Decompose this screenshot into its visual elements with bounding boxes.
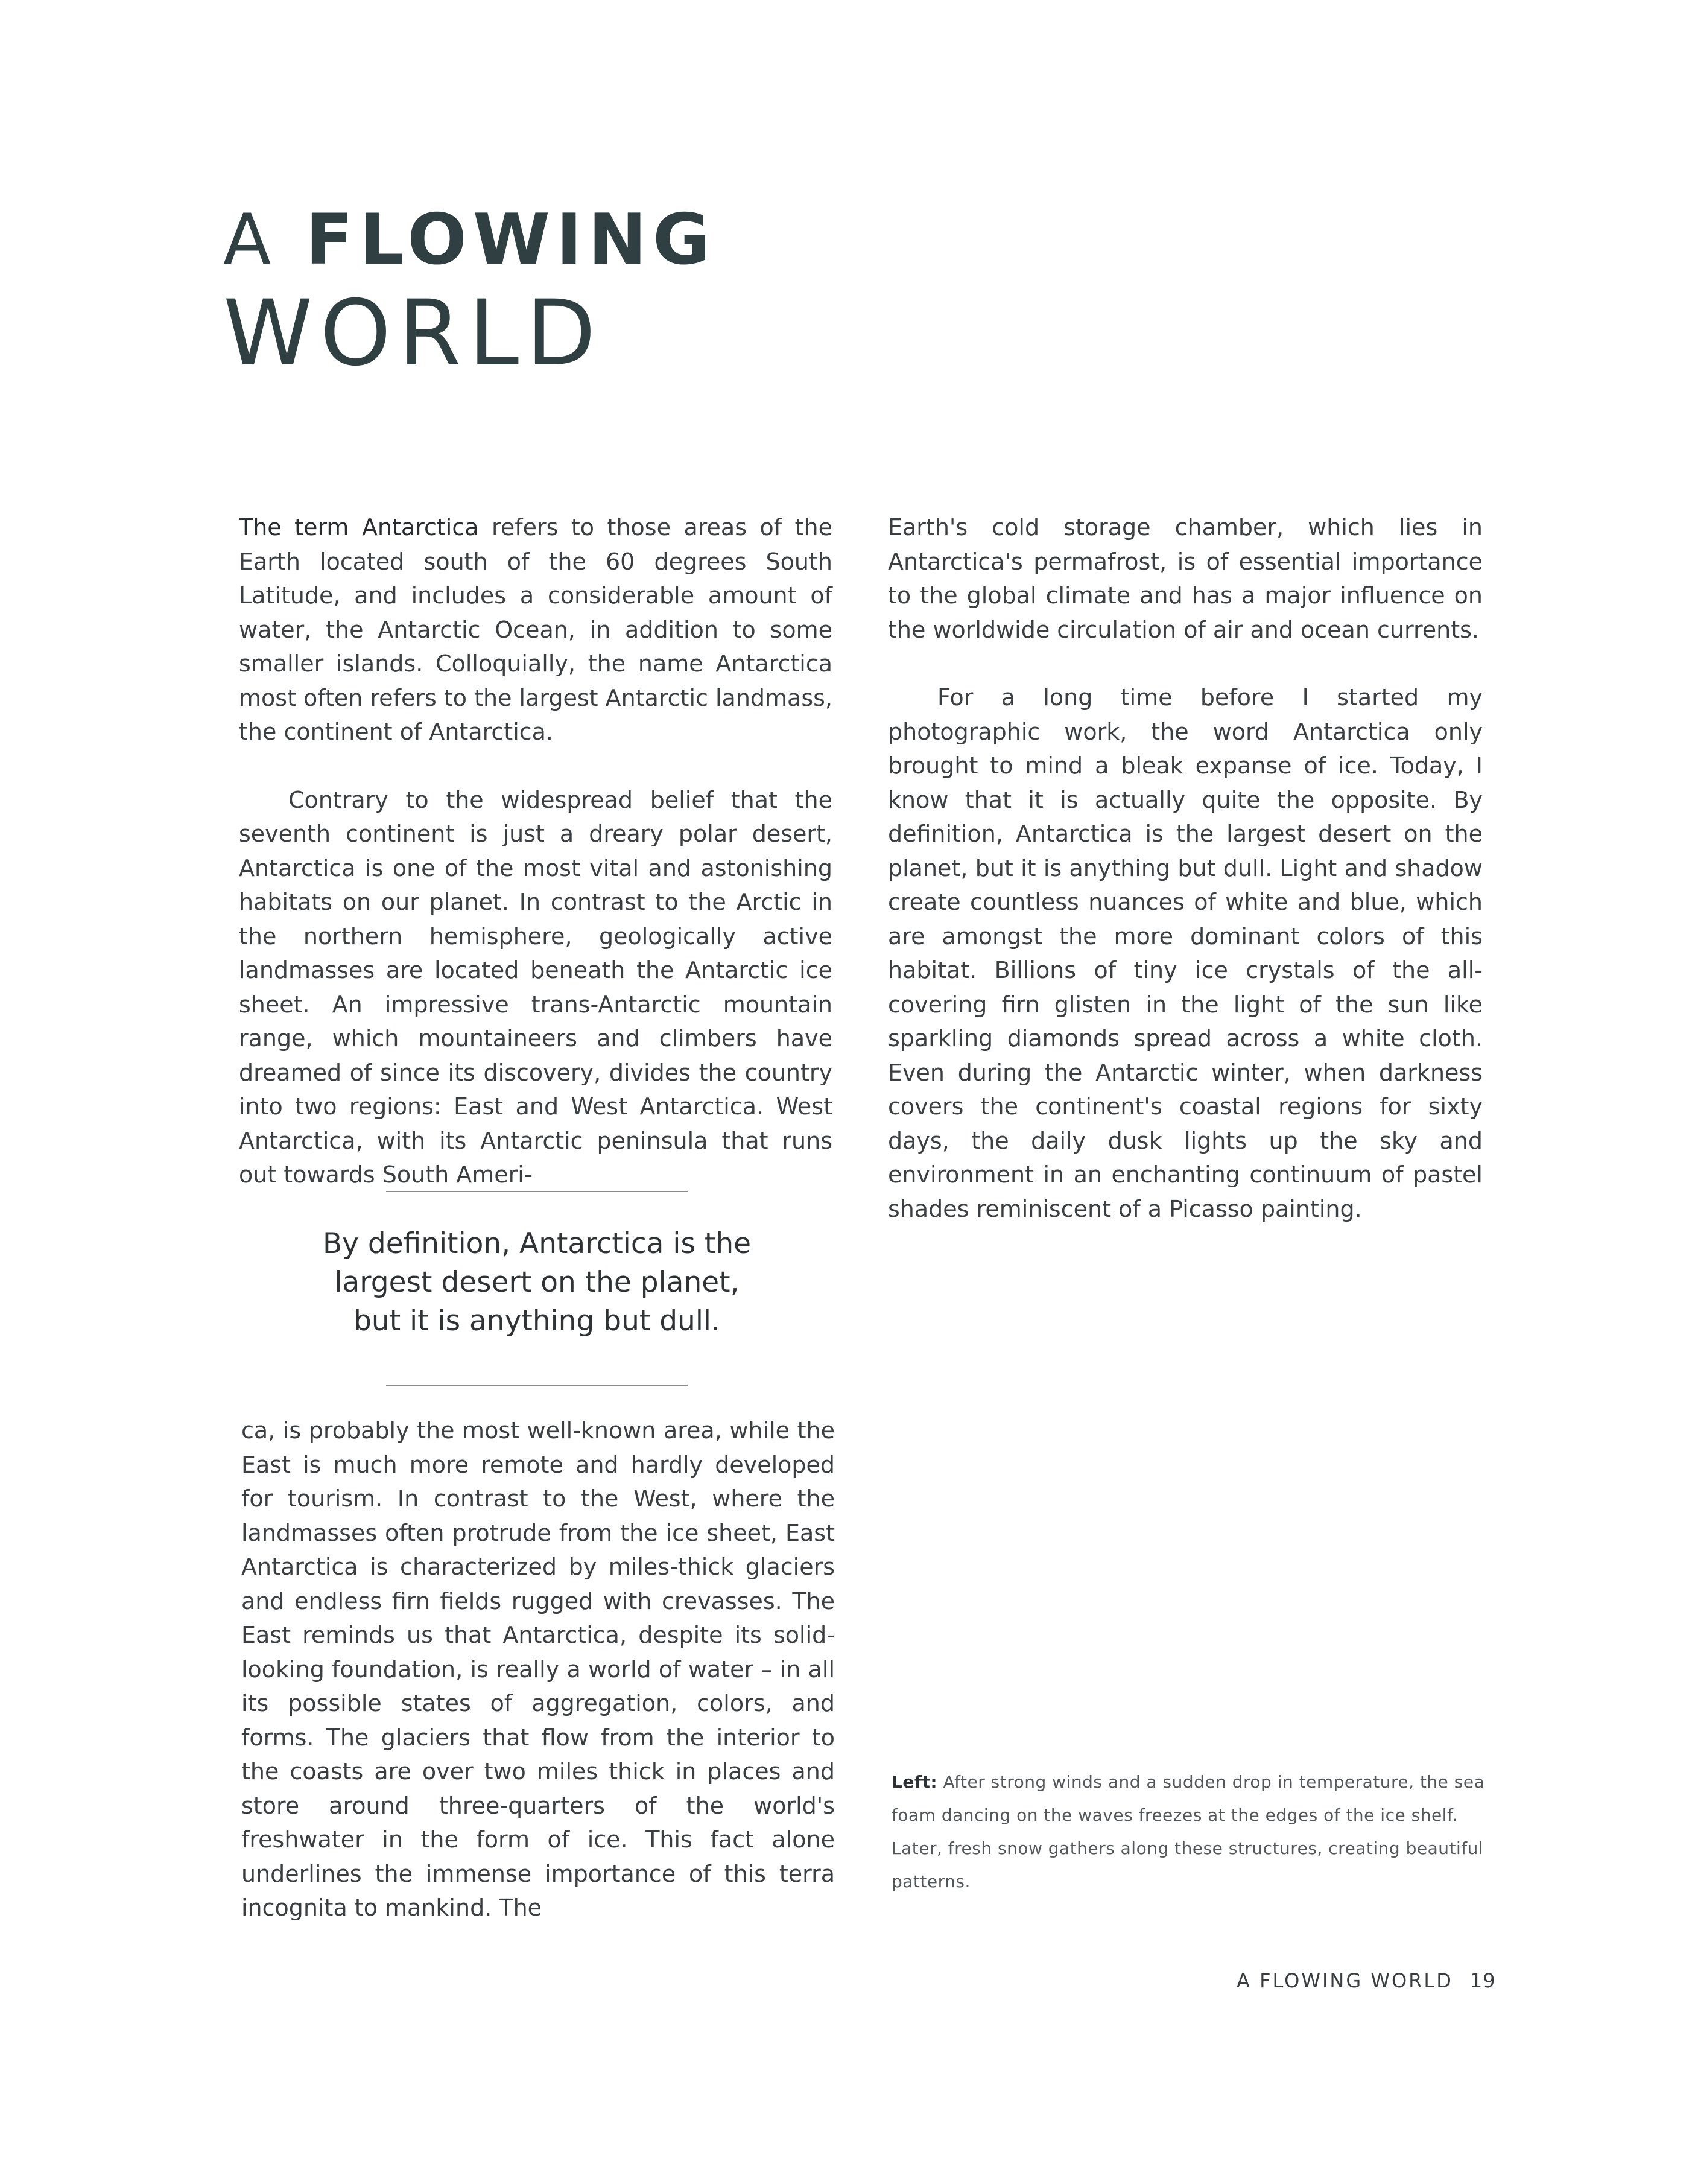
- pull-quote-line-3: but it is anything but dull.: [353, 1304, 720, 1338]
- left-column-top: [239, 510, 832, 1192]
- title-word-world: WORLD: [223, 281, 603, 386]
- right-column: [888, 510, 1483, 1226]
- paragraph-cold-storage: Earth's cold storage chamber, which lies in Antarctica's permafrost, is of essential importance to the global climate and has a major influence on the worldwide circulation of air and ocean currents.: [888, 514, 1483, 643]
- pull-quote-line-2: largest desert on the planet,: [334, 1266, 740, 1299]
- pullquote-rule-bottom: [386, 1385, 688, 1386]
- paragraph-intro: [239, 510, 832, 749]
- title-line-1: [223, 199, 717, 281]
- page-footer: [1237, 1969, 1496, 1992]
- title-word-a: A: [223, 199, 277, 281]
- title-word-flowing: FLOWING: [305, 199, 717, 281]
- caption-text: After strong winds and a sudden drop in temperature, the sea foam dancing on the waves freezes at the edges of the ice shelf. Later, fresh snow gathers along these structures, creating beautiful patterns.: [892, 1772, 1485, 1891]
- pull-quote-line-1: By definition, Antarctica is the: [322, 1227, 752, 1260]
- paragraph-lead-in: The term Antarctica: [239, 514, 479, 541]
- paragraph-intro-text: refers to those areas of the Earth located south of the 60 degrees South Latitude, and includes a considerable amount of water, the Antarctic Ocean, in addition to some smaller islands. Colloquially, the name Antarctica most often refers to the largest Antarctic landmass, the continent of Antarctica.: [239, 514, 833, 745]
- photo-caption: [892, 1765, 1495, 1898]
- paragraph-continued: ca, is probably the most well-known area, while the East is much more remote and hardly developed for tourism. In contrast to the West, where the landmasses often protrude from the ice sheet, East Antarctica is characterized by miles-thick glaciers and endless firn fields rugged with crevasses. The East reminds us that Antarctica, despite its solid-looking foundation, is really a world of water – in all its possible states of aggregation, colors, and forms. The glaciers that flow from the interior to the coasts are over two miles thick in places and store around three-quarters of the world's freshwater in the form of ice. This fact alone underlines the immense importance of this terra incognita to mankind. The: [241, 1417, 835, 1921]
- left-column-bottom: [241, 1414, 835, 1925]
- pullquote-rule-top: [386, 1191, 688, 1192]
- paragraph-photographic-work: For a long time before I started my photographic work, the word Antarctica only brought to mind a bleak expanse of ice. Today, I know that it is actually quite the opposite. By definition, Antarctica is the largest desert on the planet, but it is anything but dull. Light and shadow create countless nuances of white and blue, which are amongst the more dominant colors of this habitat. Billions of tiny ice crystals of the all-covering firn glisten in the light of the sun like sparkling diamonds spread across a white cloth. Even during the Antarctic winter, when darkness covers the continent's coastal regions for sixty days, the daily dusk lights up the sky and environment in an enchanting continuum of pastel shades reminiscent of a Picasso painting.: [888, 684, 1483, 1222]
- page-title: [223, 199, 717, 386]
- pull-quote: [284, 1225, 790, 1341]
- paragraph-contrary: Contrary to the widespread belief that the seventh continent is just a dreary polar desert, Antarctica is one of the most vital and astonishing habitats on our planet. In contrast to the Arctic in the northern hemisphere, geologically active landmasses are located beneath the Antarctic ice sheet. An impressive trans-Antarctic mountain range, which mountaineers and climbers have dreamed of since its discovery, divides the country into two regions: East and West Antarctica. West Antarctica, with its Antarctic peninsula that runs out towards South Ameri-: [239, 786, 832, 1188]
- page-number: 19: [1469, 1969, 1496, 1992]
- caption-label: Left:: [892, 1772, 938, 1792]
- running-title: A FLOWING WORLD: [1237, 1969, 1453, 1992]
